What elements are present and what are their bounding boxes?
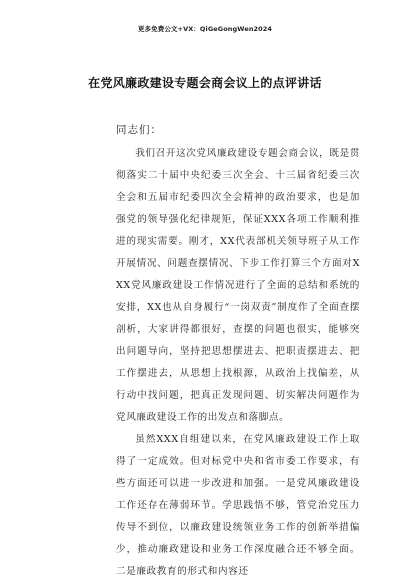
page-header: 更多免费公文+VX：QiGeGongWen2024 (137, 25, 273, 33)
salutation: 同志们： (116, 124, 162, 136)
document-title: 在党风廉政建设专题会商会议上的点评讲话 (88, 76, 322, 90)
paragraph-2: 虽然XXX自组建以来，在党风廉政建设工作上取得了一定成效。但对标党中央和省市委工作要求，有些方面还可以进一步改进和加强。一是党风廉政建设工作还存在薄弱环节。学思践悟不够，管党治党压力传导不到位，以廉政建设统领业务工作的创新举措偏少，推动廉政建设和业务工作深度融合还不够全面。二是廉政教育的形式和内容还 (116, 434, 360, 577)
paragraph-1: 我们召开这次党风廉政建设专题会商会议，既是贯彻落实二十届中央纪委三次全会、十三届省纪委三次全会和五届市纪委四次全会精神的政治要求，也是加强党的领导强化纪律规矩，保证XXX各项工作顺利推进的现实需要。刚才，XX代表部机关领导班子从工作开展情况、问题查摆情况、下步工作打算三个方面对XXX党风廉政建设工作情况进行了全面的总结和系统的安排，XX也从自身履行“一岗双责”制度作了全面查摆剖析，大家讲得都很好，查摆的问题也很实，能够突出问题导向，坚持把思想摆进去、把职责摆进去、把工作摆进去，从思想上找根源，从政治上找偏差，从行动中找问题，把真正发现问题、切实解决问题作为党风廉政建设工作的出发点和落脚点。 (116, 148, 360, 423)
document-body (116, 143, 360, 583)
